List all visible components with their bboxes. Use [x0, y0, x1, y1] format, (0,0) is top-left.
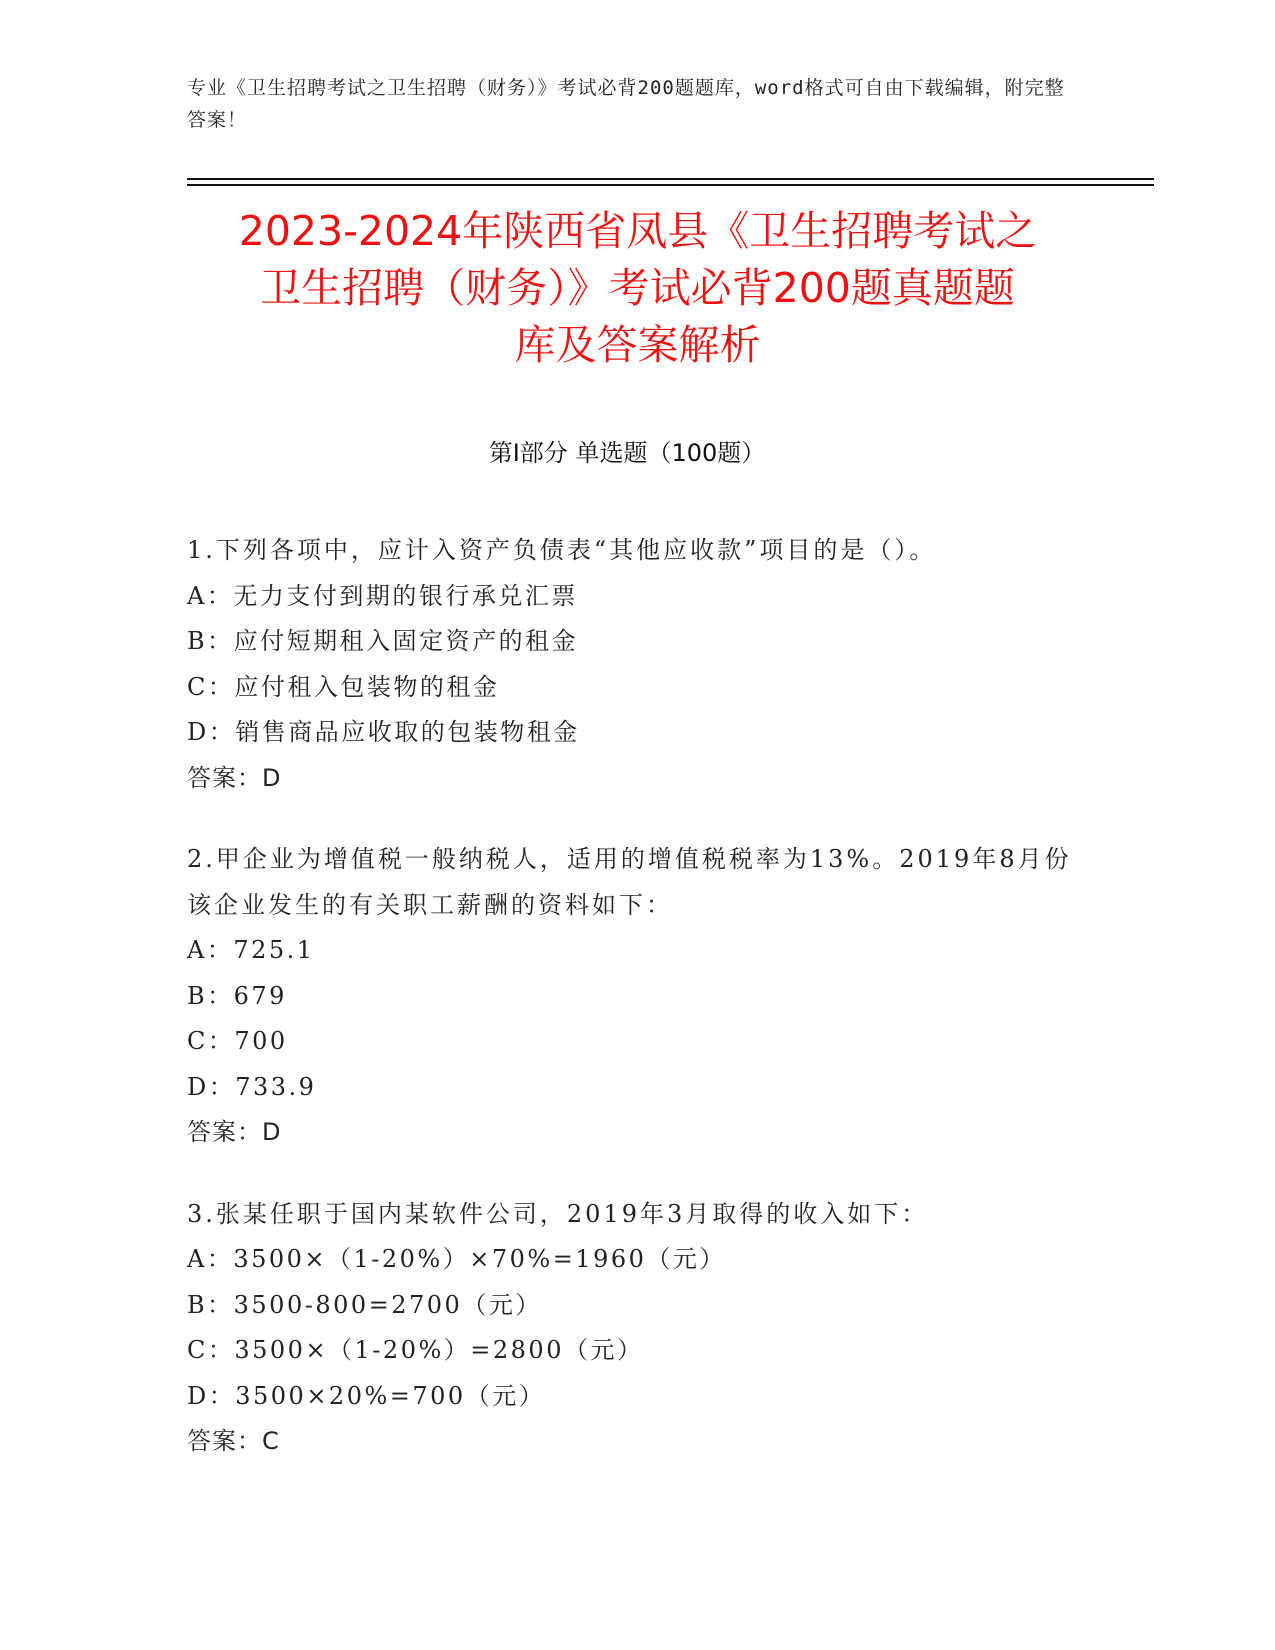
answer: 答案：C — [187, 1427, 280, 1455]
header-divider — [187, 178, 1154, 180]
option-c: C：700 — [187, 1027, 288, 1055]
option-b: B：应付短期租入固定资产的租金 — [187, 627, 579, 655]
option-b: B：3500-800=2700（元） — [187, 1290, 542, 1319]
option-b: B：679 — [187, 981, 287, 1010]
option-a: A：无力支付到期的银行承兑汇票 — [187, 581, 578, 610]
option-a: A：725.1 — [187, 936, 315, 964]
question-item — [187, 1192, 1087, 1465]
section-title: 第Ⅰ部分 单选题（100题） — [488, 439, 766, 467]
header-note: 专业《卫生招聘考试之卫生招聘（财务）》考试必背200题题库，word格式可自由下载编辑，附完整答案！ — [187, 77, 1065, 131]
option-c: C：3500×（1-20%）=2800（元） — [187, 1336, 644, 1364]
option-a: A：3500×（1-20%）×70%=1960（元） — [187, 1245, 726, 1273]
document-title — [180, 203, 1095, 374]
question-stem: 1.下列各项中，应计入资产负债表“其他应收款”项目的是（）。 — [187, 536, 937, 564]
header-divider-second — [187, 184, 1154, 186]
title-line: 卫生招聘（财务）》考试必背200题真题题 — [260, 264, 1015, 312]
answer: 答案：D — [187, 1118, 282, 1146]
title-line: 2023-2024年陕西省凤县《卫生招聘考试之 — [238, 207, 1037, 255]
title-line: 库及答案解析 — [514, 321, 761, 369]
option-c: C：应付租入包装物的租金 — [187, 672, 500, 701]
option-d: D：销售商品应收取的包装物租金 — [187, 718, 580, 746]
answer: 答案：D — [187, 763, 282, 792]
question-list — [187, 528, 1087, 1501]
question-item — [187, 837, 1087, 1156]
option-d: D：733.9 — [187, 1072, 317, 1101]
question-item — [187, 528, 1087, 801]
option-d: D：3500×20%=700（元） — [187, 1381, 546, 1410]
question-stem: 3.张某任职于国内某软件公司，2019年3月取得的收入如下： — [187, 1199, 929, 1228]
question-stem: 2.甲企业为增值税一般纳税人，适用的增值税税率为13%。2019年8月份该企业发生的有关职工薪酬的资料如下： — [187, 845, 1072, 919]
